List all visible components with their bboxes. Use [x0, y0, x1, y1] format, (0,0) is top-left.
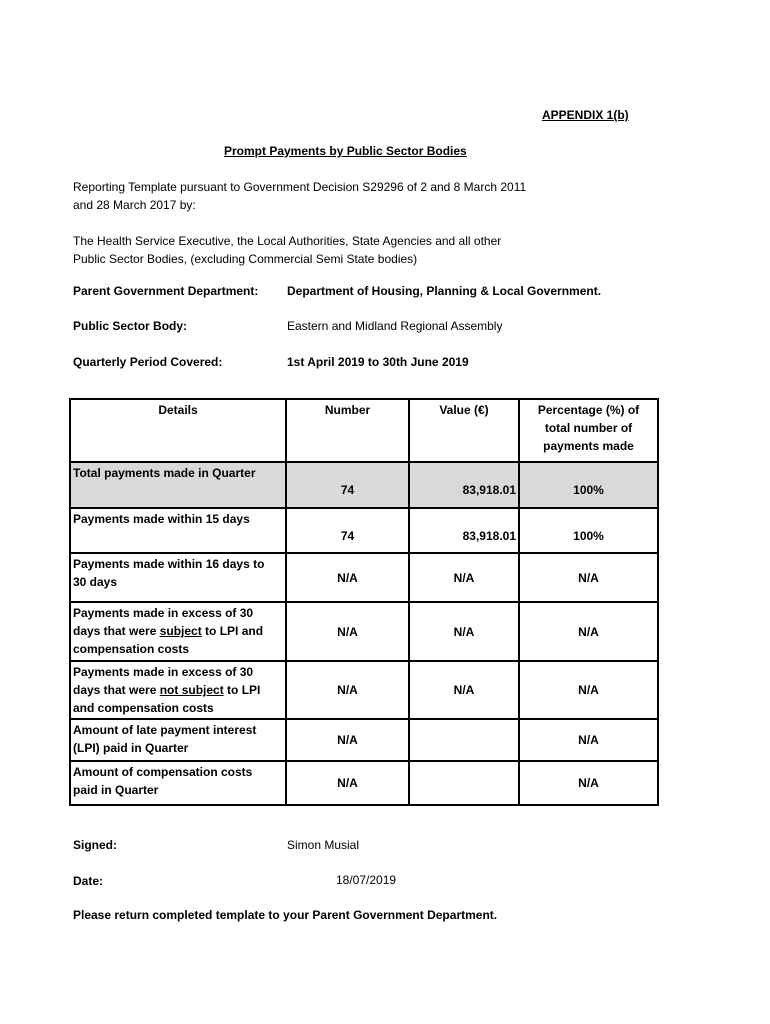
row-value: [409, 719, 519, 761]
row-percentage: N/A: [519, 553, 658, 602]
table-row: [70, 602, 658, 661]
row-detail: Amount of late payment interest (LPI) paid in Quarter: [70, 719, 286, 761]
row-detail: Payments made in excess of 30 days that were not subject to LPI and compensation costs: [70, 661, 286, 719]
table-row: [70, 761, 658, 805]
table-row: [70, 719, 658, 761]
row-number: N/A: [286, 661, 409, 719]
signed-value: Simon Musial: [287, 838, 360, 852]
row-percentage: N/A: [519, 602, 658, 661]
table-header-row: [70, 399, 658, 462]
period-value: 1st April 2019 to 30th June 2019: [287, 355, 469, 369]
table-row: [70, 553, 658, 602]
parent-department-value: Department of Housing, Planning & Local Government.: [287, 284, 602, 298]
table-row: [70, 508, 658, 553]
table-row: [70, 462, 658, 508]
row-percentage: 100%: [519, 462, 658, 508]
period-label: Quarterly Period Covered:: [73, 355, 223, 369]
row-detail: Amount of compensation costs paid in Quarter: [70, 761, 286, 805]
row-number: N/A: [286, 553, 409, 602]
row-detail: Payments made within 15 days: [70, 508, 286, 553]
row-number: 74: [286, 462, 409, 508]
footer-note: Please return completed template to your Parent Government Department.: [73, 908, 498, 922]
intro-line: The Health Service Executive, the Local Authorities, State Agencies and all other: [73, 234, 502, 248]
row-value: [409, 761, 519, 805]
intro-paragraph-1: [73, 178, 526, 214]
appendix-label: APPENDIX 1(b): [542, 108, 629, 122]
intro-line: Public Sector Bodies, (excluding Commercial Semi State bodies): [73, 252, 418, 266]
row-value: N/A: [409, 661, 519, 719]
header-value: Value (€): [409, 399, 519, 462]
row-detail: Payments made within 16 days to 30 days: [70, 553, 286, 602]
intro-line: and 28 March 2017 by:: [73, 198, 196, 212]
intro-paragraph-2: [73, 232, 501, 268]
row-value: N/A: [409, 602, 519, 661]
row-number: N/A: [286, 761, 409, 805]
row-percentage: N/A: [519, 761, 658, 805]
row-value: N/A: [409, 553, 519, 602]
header-percentage: Percentage (%) of total number of payments made: [519, 399, 658, 462]
date-label: Date:: [73, 874, 104, 888]
signed-label: Signed:: [73, 838, 117, 852]
public-body-value: Eastern and Midland Regional Assembly: [287, 319, 503, 333]
row-detail: Payments made in excess of 30 days that were subject to LPI and compensation costs: [70, 602, 286, 661]
row-percentage: N/A: [519, 661, 658, 719]
row-number: N/A: [286, 719, 409, 761]
row-number: 74: [286, 508, 409, 553]
payments-table: [69, 398, 659, 806]
table-row: [70, 661, 658, 719]
header-details: Details: [70, 399, 286, 462]
header-number: Number: [286, 399, 409, 462]
row-number: N/A: [286, 602, 409, 661]
parent-department-label: Parent Government Department:: [73, 284, 259, 298]
date-value: 18/07/2019: [336, 873, 397, 887]
public-body-label: Public Sector Body:: [73, 319, 188, 333]
row-value: 83,918.01: [409, 462, 519, 508]
row-percentage: N/A: [519, 719, 658, 761]
row-value: 83,918.01: [409, 508, 519, 553]
intro-line: Reporting Template pursuant to Government Decision S29296 of 2 and 8 March 2011: [73, 180, 527, 194]
row-percentage: 100%: [519, 508, 658, 553]
row-detail: Total payments made in Quarter: [70, 462, 286, 508]
document-title: Prompt Payments by Public Sector Bodies: [224, 144, 467, 158]
